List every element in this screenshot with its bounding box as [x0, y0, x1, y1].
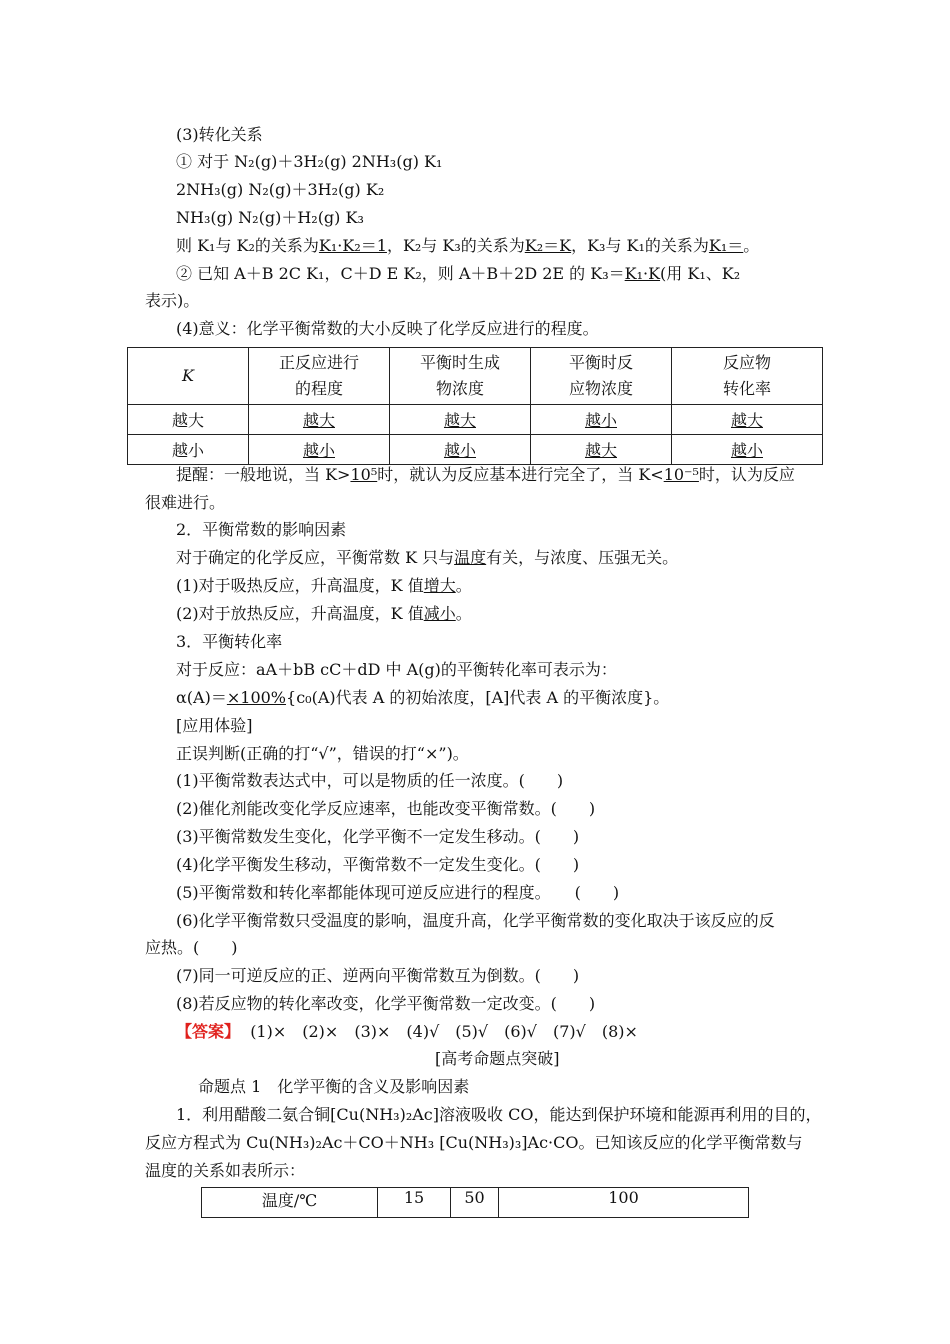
table-cell: 越大: [249, 405, 390, 435]
table-cell: 越小: [128, 435, 249, 465]
tip-line: [176, 465, 795, 485]
section-2-title: 2．平衡常数的影响因素: [176, 520, 347, 539]
tip-continuation: 很难进行。: [145, 493, 226, 512]
table-cell: 15: [378, 1188, 451, 1218]
gaokao-section-title: [高考命题点突破]: [435, 1049, 560, 1068]
section-3-line-1: 对于反应：aA＋bB cC＋dD 中 A(g)的平衡转化率可表示为：: [176, 660, 617, 679]
table-cell: 温度/℃: [202, 1188, 378, 1218]
table-cell: 50: [451, 1188, 499, 1218]
header-cell-conversion: 反应物 转化率: [672, 348, 823, 405]
equation-4-prefix: ② 已知 A＋B 2C K₁，C＋D E K₂，则 A＋B＋2D 2E 的 K₃＝: [176, 264, 625, 283]
table-cell: 越小: [249, 435, 390, 465]
equation-3: NH₃(g) N₂(g)＋H₂(g) K₃: [176, 208, 364, 227]
tip-answer-1: 10⁵: [350, 465, 378, 484]
tip-end: 时，认为反应: [698, 465, 795, 484]
temperature-table: [201, 1187, 749, 1218]
k-relation-answer-3: K₁＝: [708, 236, 744, 255]
question-6-a: (6)化学平衡常数只受温度的影响，温度升高，化学平衡常数的变化取决于该反应的反: [176, 911, 775, 930]
table-cell: 越小: [390, 435, 531, 465]
application-title: [应用体验]: [176, 716, 253, 735]
header-cell-product-conc: 平衡时生成 物浓度: [390, 348, 531, 405]
k-relation-mid-2: ，K₃与 K₁的关系为: [571, 236, 709, 255]
problem-1-line-1: 1．利用醋酸二氨合铜[Cu(NH₃)₂Ac]溶液吸收 CO，能达到保护环境和能源再利用的目的，: [176, 1105, 822, 1124]
answer-conversion-formula: ×100%: [226, 688, 287, 707]
equation-4-answer: K₁·K: [624, 264, 661, 283]
table-header-row: [128, 348, 823, 405]
k-relation-mid-1: ，K₂与 K₃的关系为: [386, 236, 525, 255]
table-cell: 越小: [531, 405, 672, 435]
judge-intro: 正误判断(正确的打“√”，错误的打“×”)。: [176, 744, 469, 763]
tip-prefix: 提醒：一般地说，当 K>: [176, 465, 351, 484]
section-3-line-2: α(A)＝×100%{c₀(A)代表 A 的初始浓度，[A]代表 A 的平衡浓度}。: [176, 688, 670, 707]
k-meaning-table: [127, 347, 823, 465]
table-cell: 越大: [672, 405, 823, 435]
question-4: (4)化学平衡发生移动，平衡常数不一定发生变化。( ): [176, 855, 580, 874]
equation-4-end: (用 K₁、K₂: [660, 264, 741, 283]
k-relation-prefix: 则 K₁与 K₂的关系为: [176, 236, 319, 255]
answer-increase: 增大: [423, 576, 456, 595]
answer-line: [176, 1022, 638, 1042]
question-5: (5)平衡常数和转化率都能体现可逆反应进行的程度。 ( ): [176, 883, 620, 902]
section-2-line-1: 对于确定的化学反应，平衡常数 K 只与温度有关，与浓度、压强无关。: [176, 548, 679, 567]
table-cell: 越小: [672, 435, 823, 465]
section-2-line-3: (2)对于放热反应，升高温度，K 值减小。: [176, 604, 472, 623]
question-7: (7)同一可逆反应的正、逆两向平衡常数互为倒数。( ): [176, 966, 580, 985]
k-relation-end: 。: [743, 236, 760, 255]
k-relation-answer-2: K₂＝K: [524, 236, 572, 255]
equation-1: ① 对于 N₂(g)＋3H₂(g) 2NH₃(g) K₁: [176, 152, 443, 171]
question-2: (2)催化剂能改变化学反应速率，也能改变平衡常数。( ): [176, 799, 596, 818]
tip-answer-2: 10⁻⁵: [663, 465, 699, 484]
table-row: [128, 435, 823, 465]
header-cell-forward-degree: 正反应进行 的程度: [249, 348, 390, 405]
table-cell: 100: [499, 1188, 749, 1218]
table-cell: 越大: [531, 435, 672, 465]
question-1: (1)平衡常数表达式中，可以是物质的任一浓度。( ): [176, 771, 564, 790]
table-row: [128, 405, 823, 435]
proposition-point-1: 命题点 1 化学平衡的含义及影响因素: [198, 1077, 470, 1096]
table-cell: 越大: [390, 405, 531, 435]
answer-label: 【答案】: [176, 1022, 241, 1041]
header-cell-k: K: [128, 348, 249, 405]
answer-decrease: 减小: [423, 604, 456, 623]
header-cell-reactant-conc: 平衡时反 应物浓度: [531, 348, 672, 405]
equation-2: 2NH₃(g) N₂(g)＋3H₂(g) K₂: [176, 180, 385, 199]
section-3-title: (3)转化关系: [176, 125, 263, 144]
question-6-b: 应热。( ): [145, 938, 238, 957]
table-row: [202, 1188, 749, 1218]
k-relation-answer-1: K₁·K₂＝1: [318, 236, 387, 255]
section-3-title-conversion: 3．平衡转化率: [176, 632, 283, 651]
section-2-line-2: (1)对于吸热反应，升高温度，K 值增大。: [176, 576, 472, 595]
answer-temperature: 温度: [454, 548, 487, 567]
answer-text: (1)× (2)× (3)× (4)√ (5)√ (6)√ (7)√ (8)×: [250, 1022, 638, 1041]
equation-4-line: [176, 264, 740, 284]
question-3: (3)平衡常数发生变化，化学平衡不一定发生移动。( ): [176, 827, 580, 846]
equation-4-continuation: 表示)。: [145, 291, 200, 310]
k-relation-line: [176, 236, 759, 256]
tip-mid: 时，就认为反应基本进行完全了，当 K<: [377, 465, 664, 484]
table-cell: 越大: [128, 405, 249, 435]
problem-1-line-2: 反应方程式为 Cu(NH₃)₂Ac＋CO＋NH₃ [Cu(NH₃)₃]Ac·CO。已知该反应的化学平衡常数与: [145, 1133, 803, 1152]
question-8: (8)若反应物的转化率改变，化学平衡常数一定改变。( ): [176, 994, 596, 1013]
section-4-meaning: (4)意义：化学平衡常数的大小反映了化学反应进行的程度。: [176, 319, 599, 338]
problem-1-line-3: 温度的关系如表所示：: [145, 1161, 306, 1180]
